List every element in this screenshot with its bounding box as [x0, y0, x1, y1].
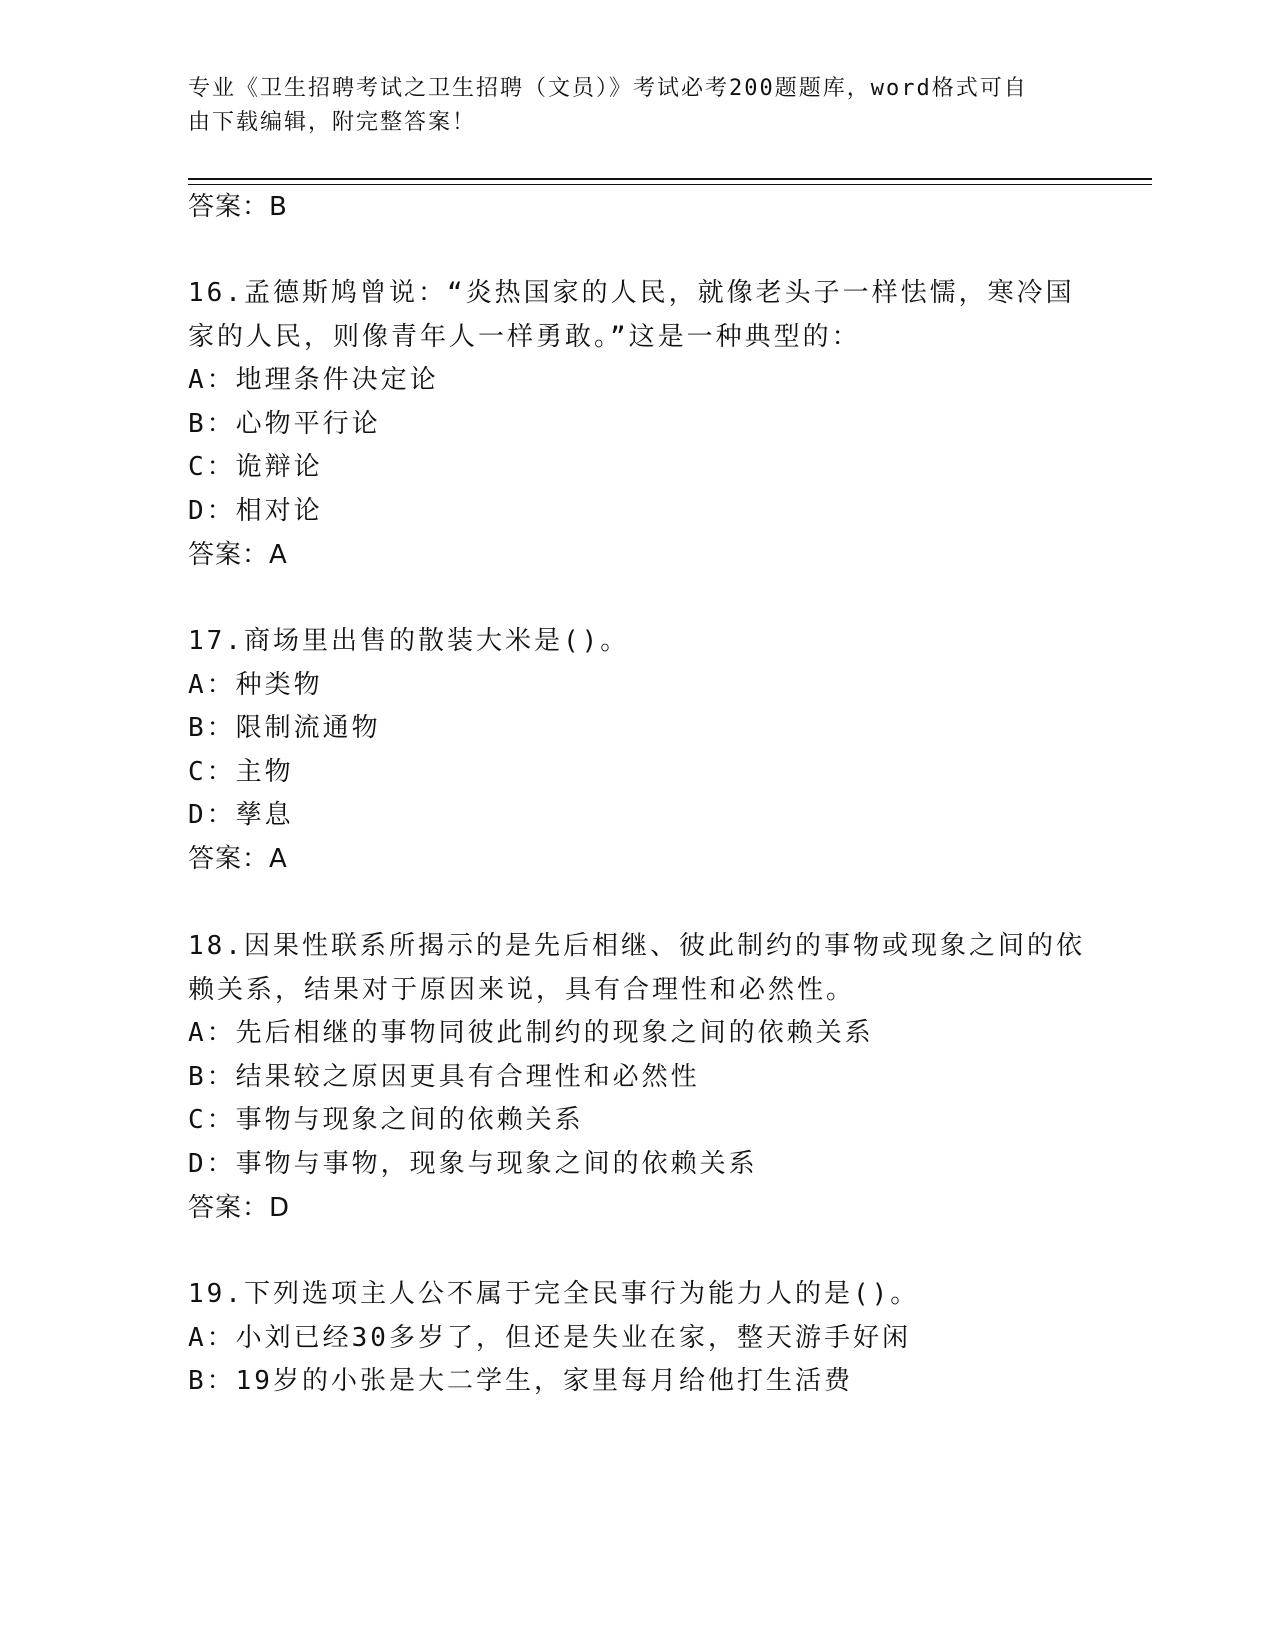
question-18-option-c: C：事物与现象之间的依赖关系 — [188, 1105, 584, 1135]
question-17-option-c: C：主物 — [188, 757, 294, 787]
question-18-option-d: D：事物与事物，现象与现象之间的依赖关系 — [188, 1149, 758, 1179]
answer-15: 答案：B — [188, 192, 288, 222]
question-16-option-a: A：地理条件决定论 — [188, 365, 439, 395]
header-line-1: 专业《卫生招聘考试之卫生招聘（文员）》考试必考200题题库，word格式可自 — [188, 76, 1028, 101]
question-19-option-a: A：小刘已经30多岁了，但还是失业在家，整天游手好闲 — [188, 1323, 911, 1353]
question-17-option-a: A：种类物 — [188, 670, 323, 700]
question-17-option-b: B：限制流通物 — [188, 713, 381, 743]
question-18-answer: 答案：D — [188, 1193, 291, 1223]
question-18-option-a: A：先后相继的事物同彼此制约的现象之间的依赖关系 — [188, 1018, 874, 1048]
question-18-option-b: B：结果较之原因更具有合理性和必然性 — [188, 1062, 700, 1092]
question-16-option-c: C：诡辩论 — [188, 452, 323, 482]
question-17-stem: 17.商场里出售的散装大米是()。 — [188, 626, 630, 656]
question-18-stem-line-1: 18.因果性联系所揭示的是先后相继、彼此制约的事物或现象之间的依 — [188, 931, 1085, 961]
header-line-2: 由下载编辑，附完整答案！ — [188, 110, 477, 135]
question-16-option-b: B：心物平行论 — [188, 409, 381, 439]
question-17-answer: 答案：A — [188, 844, 288, 874]
question-16-answer: 答案：A — [188, 540, 288, 570]
question-19-stem: 19.下列选项主人公不属于完全民事行为能力人的是()。 — [188, 1279, 920, 1309]
question-18-stem-line-2: 赖关系，结果对于原因来说，具有合理性和必然性。 — [188, 975, 856, 1005]
header-divider-thin — [188, 184, 1152, 185]
header-divider-thick — [188, 178, 1152, 180]
question-19-option-b: B：19岁的小张是大二学生，家里每月给他打生活费 — [188, 1366, 853, 1396]
question-16-stem-line-1: 16.孟德斯鸠曾说：“炎热国家的人民，就像老头子一样怯懦，寒冷国 — [188, 278, 1075, 308]
question-16-option-d: D：相对论 — [188, 496, 323, 526]
question-17-option-d: D：孳息 — [188, 800, 294, 830]
document-header — [188, 72, 1088, 140]
question-16-stem-line-2: 家的人民，则像青年人一样勇敢。”这是一种典型的： — [188, 322, 861, 352]
